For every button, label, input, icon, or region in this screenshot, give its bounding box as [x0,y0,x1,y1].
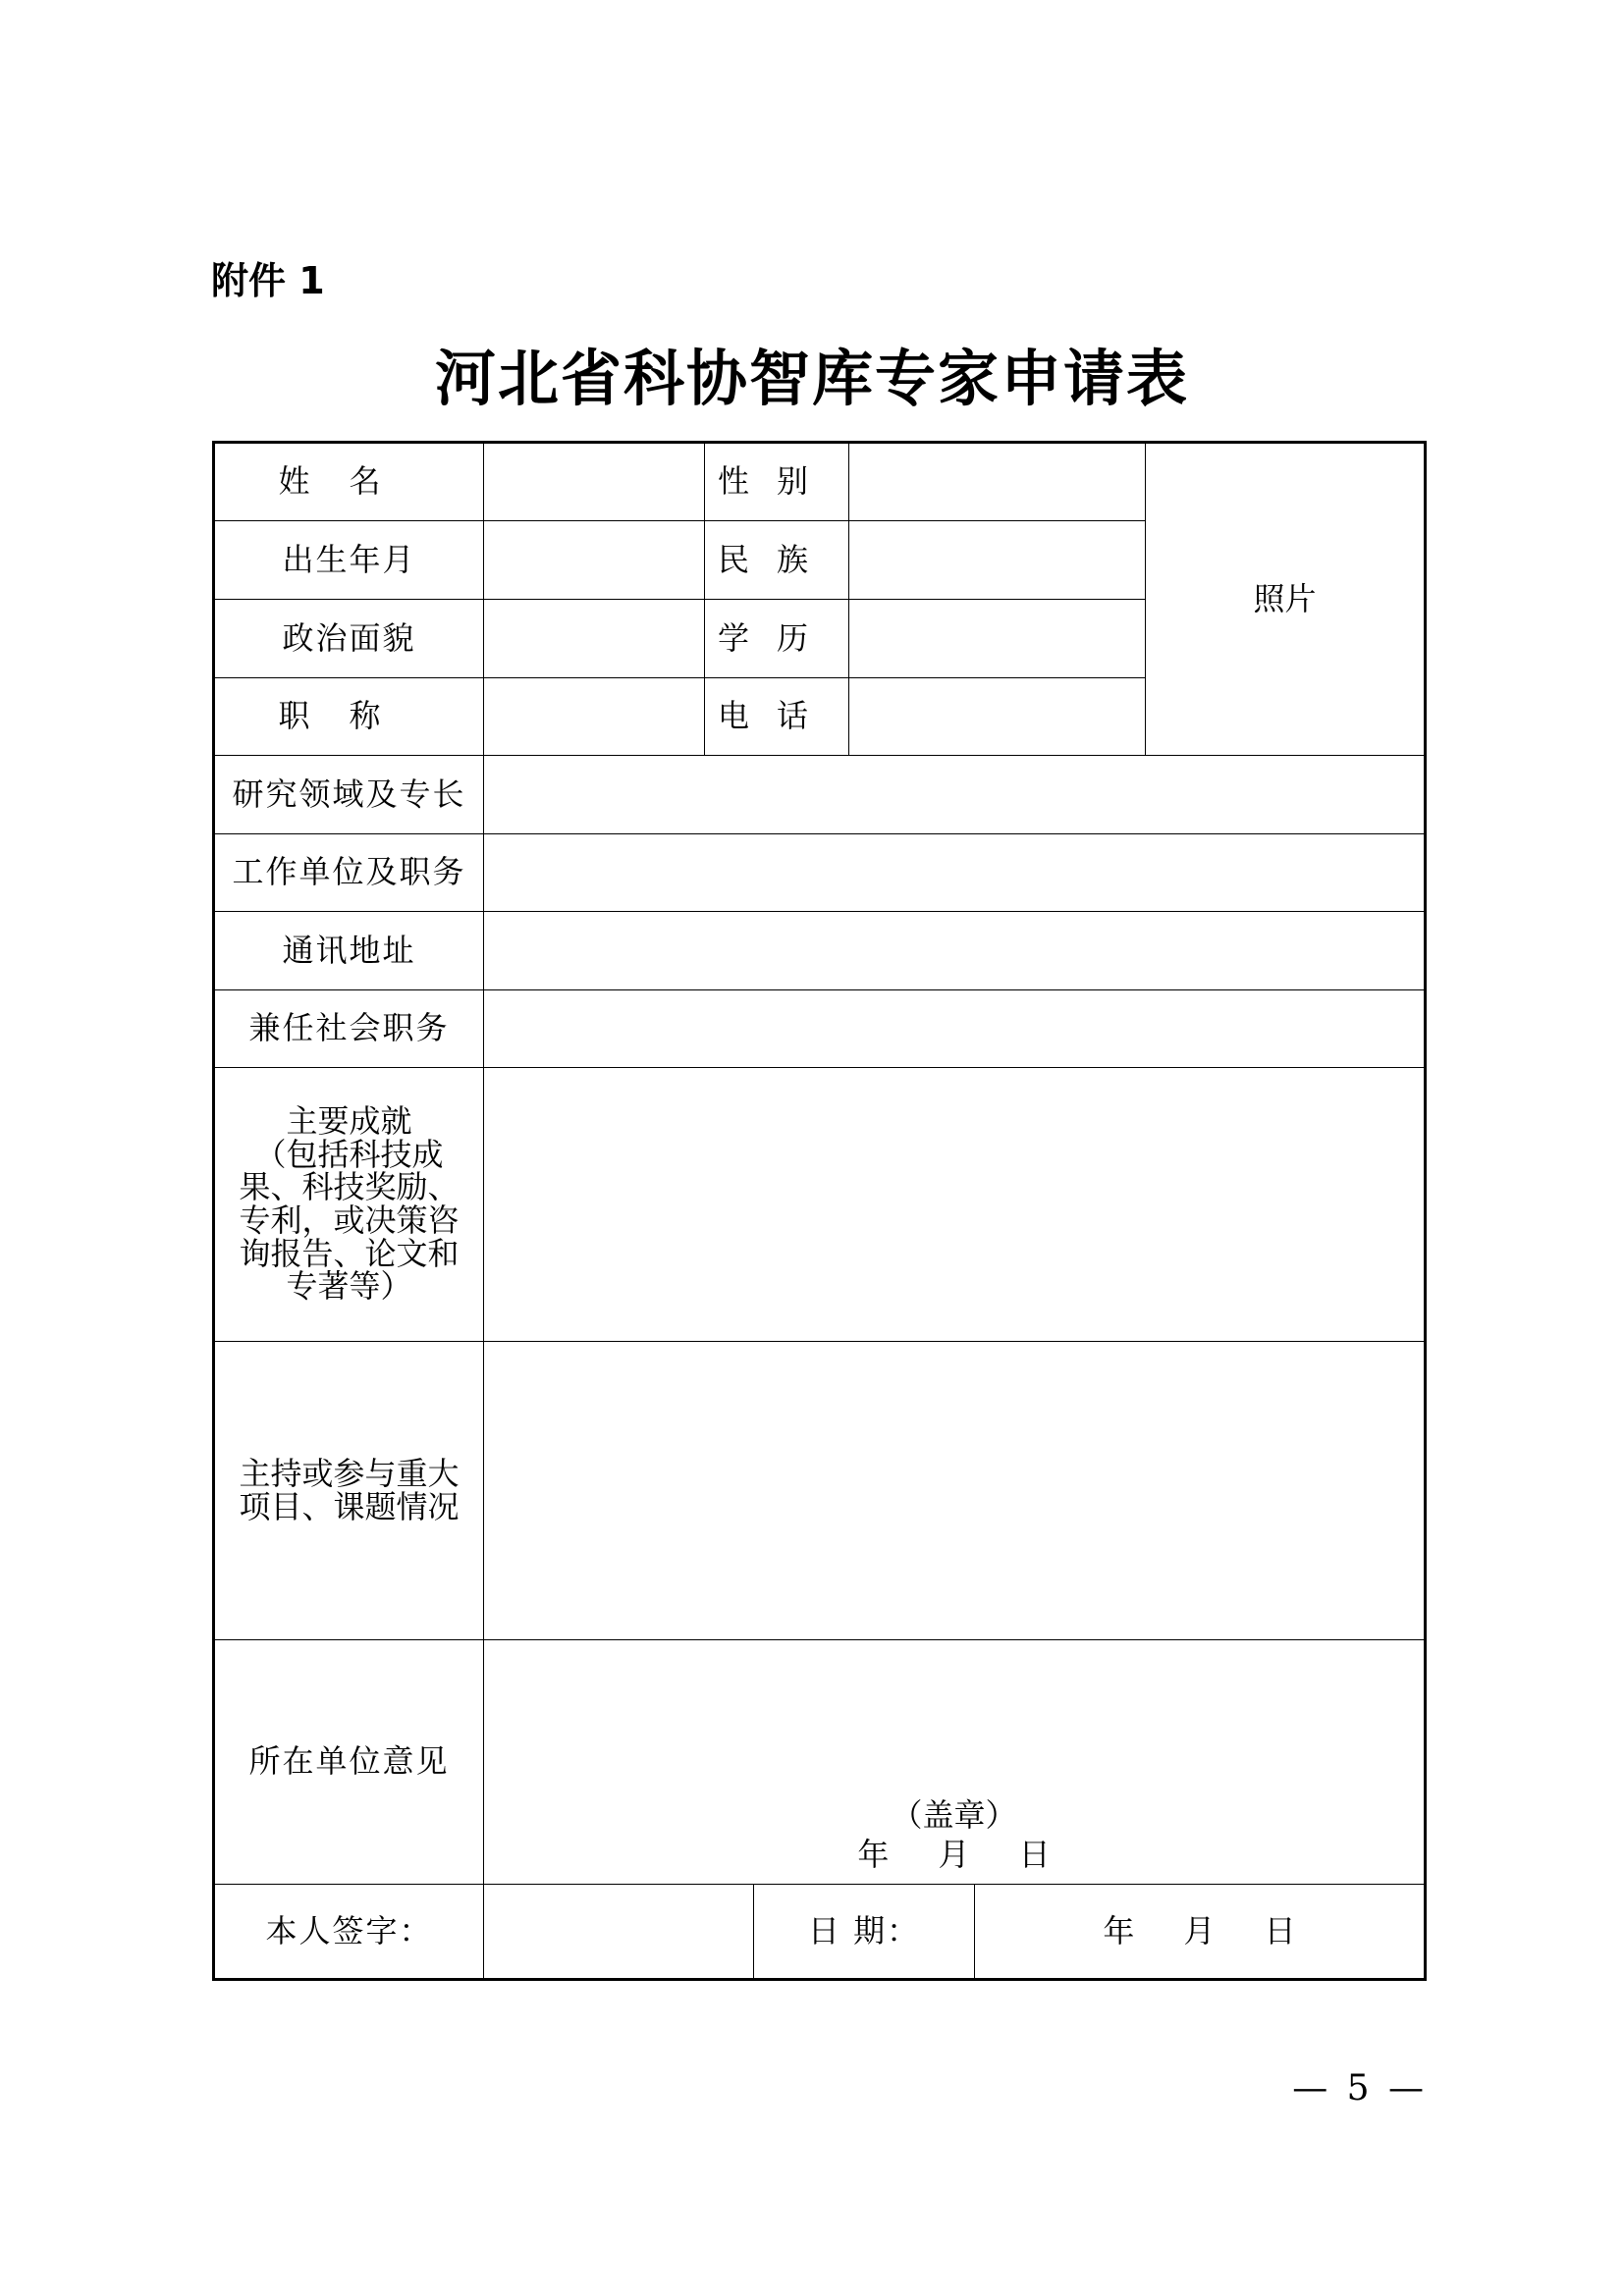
education-label: 学历 [705,600,849,678]
name-label: 姓名 [214,443,484,521]
achievements-line: （包括科技成 [254,1135,444,1173]
birth-field[interactable] [484,521,705,600]
stamp-date: 年 月 日 [857,1836,1051,1874]
attachment-label: 附件 1 [211,259,325,302]
page-number: — 5 — [1292,2068,1428,2109]
title-label: 职称 [214,678,484,756]
projects-line: 项目、课题情况 [239,1487,460,1525]
achievements-line: 询报告、论文和 [239,1234,460,1272]
gender-field[interactable] [849,443,1146,521]
stamp-label: （盖章） [891,1796,1017,1835]
title-field[interactable] [484,678,705,756]
date-label: 日 期： [754,1885,975,1980]
ethnicity-label: 民族 [705,521,849,600]
phone-label: 电话 [705,678,849,756]
phone-field[interactable] [849,678,1146,756]
achievements-line: 专利，或决策咨 [239,1201,460,1239]
politics-label: 政治面貌 [214,600,484,678]
photo-box[interactable]: 照片 [1146,443,1426,756]
social-label: 兼任社会职务 [214,990,484,1068]
signature-field[interactable] [484,1885,754,1980]
research-field[interactable] [484,756,1426,834]
gender-label: 性别 [705,443,849,521]
projects-field[interactable] [484,1342,1426,1640]
achievements-line: 主要成就 [286,1102,412,1141]
opinion-label: 所在单位意见 [214,1640,484,1885]
date-value[interactable]: 年 月 日 [975,1885,1426,1980]
address-label: 通讯地址 [214,912,484,990]
achievements-field[interactable] [484,1068,1426,1342]
research-label: 研究领域及专长 [214,756,484,834]
application-form-table [212,441,1427,1981]
social-field[interactable] [484,990,1426,1068]
education-field[interactable] [849,600,1146,678]
name-field[interactable] [484,443,705,521]
page-title: 河北省科协智库专家申请表 [434,343,1189,414]
signature-label: 本人签字： [214,1885,484,1980]
work-label: 工作单位及职务 [214,834,484,912]
achievements-label [214,1068,484,1342]
work-field[interactable] [484,834,1426,912]
ethnicity-field[interactable] [849,521,1146,600]
projects-line: 主持或参与重大 [239,1454,460,1492]
achievements-line: 果、科技奖励、 [239,1168,460,1206]
projects-label [214,1342,484,1640]
achievements-line: 专著等） [286,1267,412,1306]
birth-label: 出生年月 [214,521,484,600]
address-field[interactable] [484,912,1426,990]
politics-field[interactable] [484,600,705,678]
opinion-field[interactable] [484,1640,1426,1885]
